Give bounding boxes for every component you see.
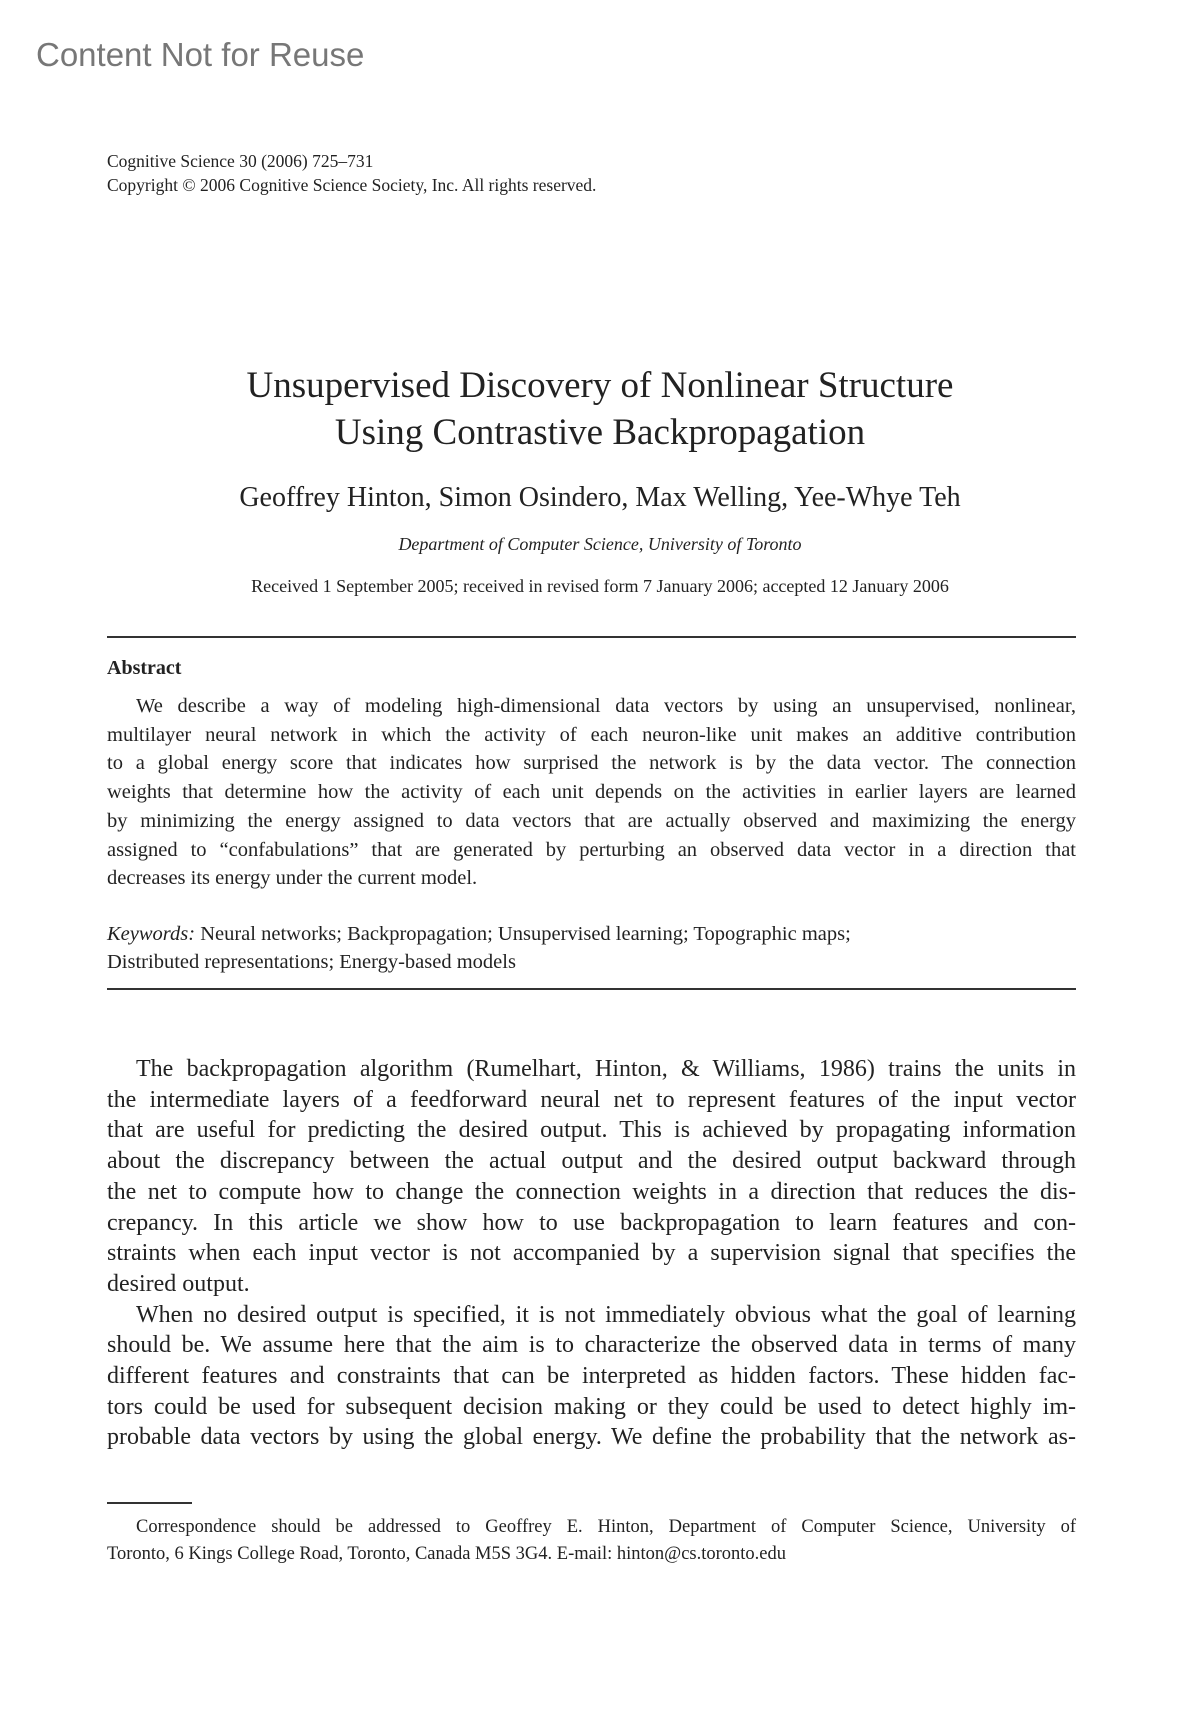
text-line: straints when each input vector is not accompanied by a supervision signal that specifies the — [107, 1240, 1076, 1267]
footnote-rule — [107, 1502, 192, 1504]
journal-copyright: Copyright © 2006 Cognitive Science Society, Inc. All rights reserved. — [107, 175, 597, 195]
text-line: multilayer neural network in which the activity of each neuron-like unit makes an additive contribution — [107, 723, 1076, 746]
journal-citation: Cognitive Science 30 (2006) 725–731 — [107, 151, 374, 171]
text-line: different features and constraints that can be interpreted as hidden factors. These hidden fac- — [107, 1363, 1076, 1390]
text-line: to a global energy score that indicates how surprised the network is by the data vector. The connection — [107, 752, 1076, 775]
text-line: tors could be used for subsequent decision making or they could be used to detect highly im- — [107, 1393, 1076, 1420]
keywords-label: Keywords: — [107, 923, 196, 945]
paper-title — [0, 362, 1200, 456]
text-line: the net to compute how to change the connection weights in a direction that reduces the dis- — [107, 1178, 1076, 1205]
text-line: about the discrepancy between the actual output and the desired output backward through — [107, 1148, 1076, 1175]
text-line: that are useful for predicting the desired output. This is achieved by propagating information — [107, 1117, 1076, 1144]
text-line: should be. We assume here that the aim is to characterize the observed data in terms of many — [107, 1332, 1076, 1359]
text-line: When no desired output is specified, it is not immediately obvious what the goal of learning — [136, 1301, 1076, 1328]
abstract-bottom-rule — [107, 988, 1076, 990]
abstract-heading: Abstract — [107, 657, 182, 679]
abstract-text — [107, 692, 1076, 893]
footnote — [107, 1514, 1076, 1568]
footnote-line-2: Toronto, 6 Kings College Road, Toronto, Canada M5S 3G4. E-mail: hinton@cs.toronto.edu — [107, 1544, 787, 1564]
text-line: assigned to “confabulations” that are generated by perturbing an observed data vector in a direction that — [107, 838, 1076, 861]
abstract-top-rule — [107, 636, 1076, 638]
footnote-line-1: Correspondence should be addressed to Geoffrey E. Hinton, Department of Computer Science, University of — [136, 1517, 1076, 1537]
text-line: crepancy. In this article we show how to use backpropagation to learn features and con- — [107, 1209, 1076, 1236]
text-line: We describe a way of modeling high-dimensional data vectors by using an unsupervised, nonlinear, — [136, 695, 1076, 717]
keywords-line-2: Distributed representations; Energy-based models — [107, 951, 516, 973]
text-line: weights that determine how the activity of each unit depends on the activities in earlier layers are learned — [107, 781, 1076, 804]
text-line: by minimizing the energy assigned to data vectors that are actually observed and maximizing the energy — [107, 809, 1076, 832]
text-line: probable data vectors by using the global energy. We define the probability that the network as- — [107, 1424, 1076, 1451]
title-line-2: Using Contrastive Backpropagation — [334, 412, 866, 453]
watermark: Content Not for Reuse — [36, 36, 365, 73]
text-line: desired output. — [107, 1270, 250, 1297]
body-text — [107, 1054, 1076, 1453]
keywords — [107, 920, 1076, 976]
authors: Geoffrey Hinton, Simon Osindero, Max Welling, Yee-Whye Teh — [239, 482, 961, 513]
received-dates: Received 1 September 2005; received in revised form 7 January 2006; accepted 12 January 2006 — [251, 576, 949, 596]
text-line: decreases its energy under the current model. — [107, 867, 478, 890]
keywords-line-1: Neural networks; Backpropagation; Unsupervised learning; Topographic maps; — [195, 923, 851, 945]
text-line: the intermediate layers of a feedforward neural net to represent features of the input vector — [107, 1086, 1076, 1113]
affiliation: Department of Computer Science, University of Toronto — [398, 534, 802, 554]
text-line: The backpropagation algorithm (Rumelhart, Hinton, & Williams, 1986) trains the units in — [136, 1056, 1076, 1082]
title-line-1: Unsupervised Discovery of Nonlinear Structure — [246, 365, 954, 406]
